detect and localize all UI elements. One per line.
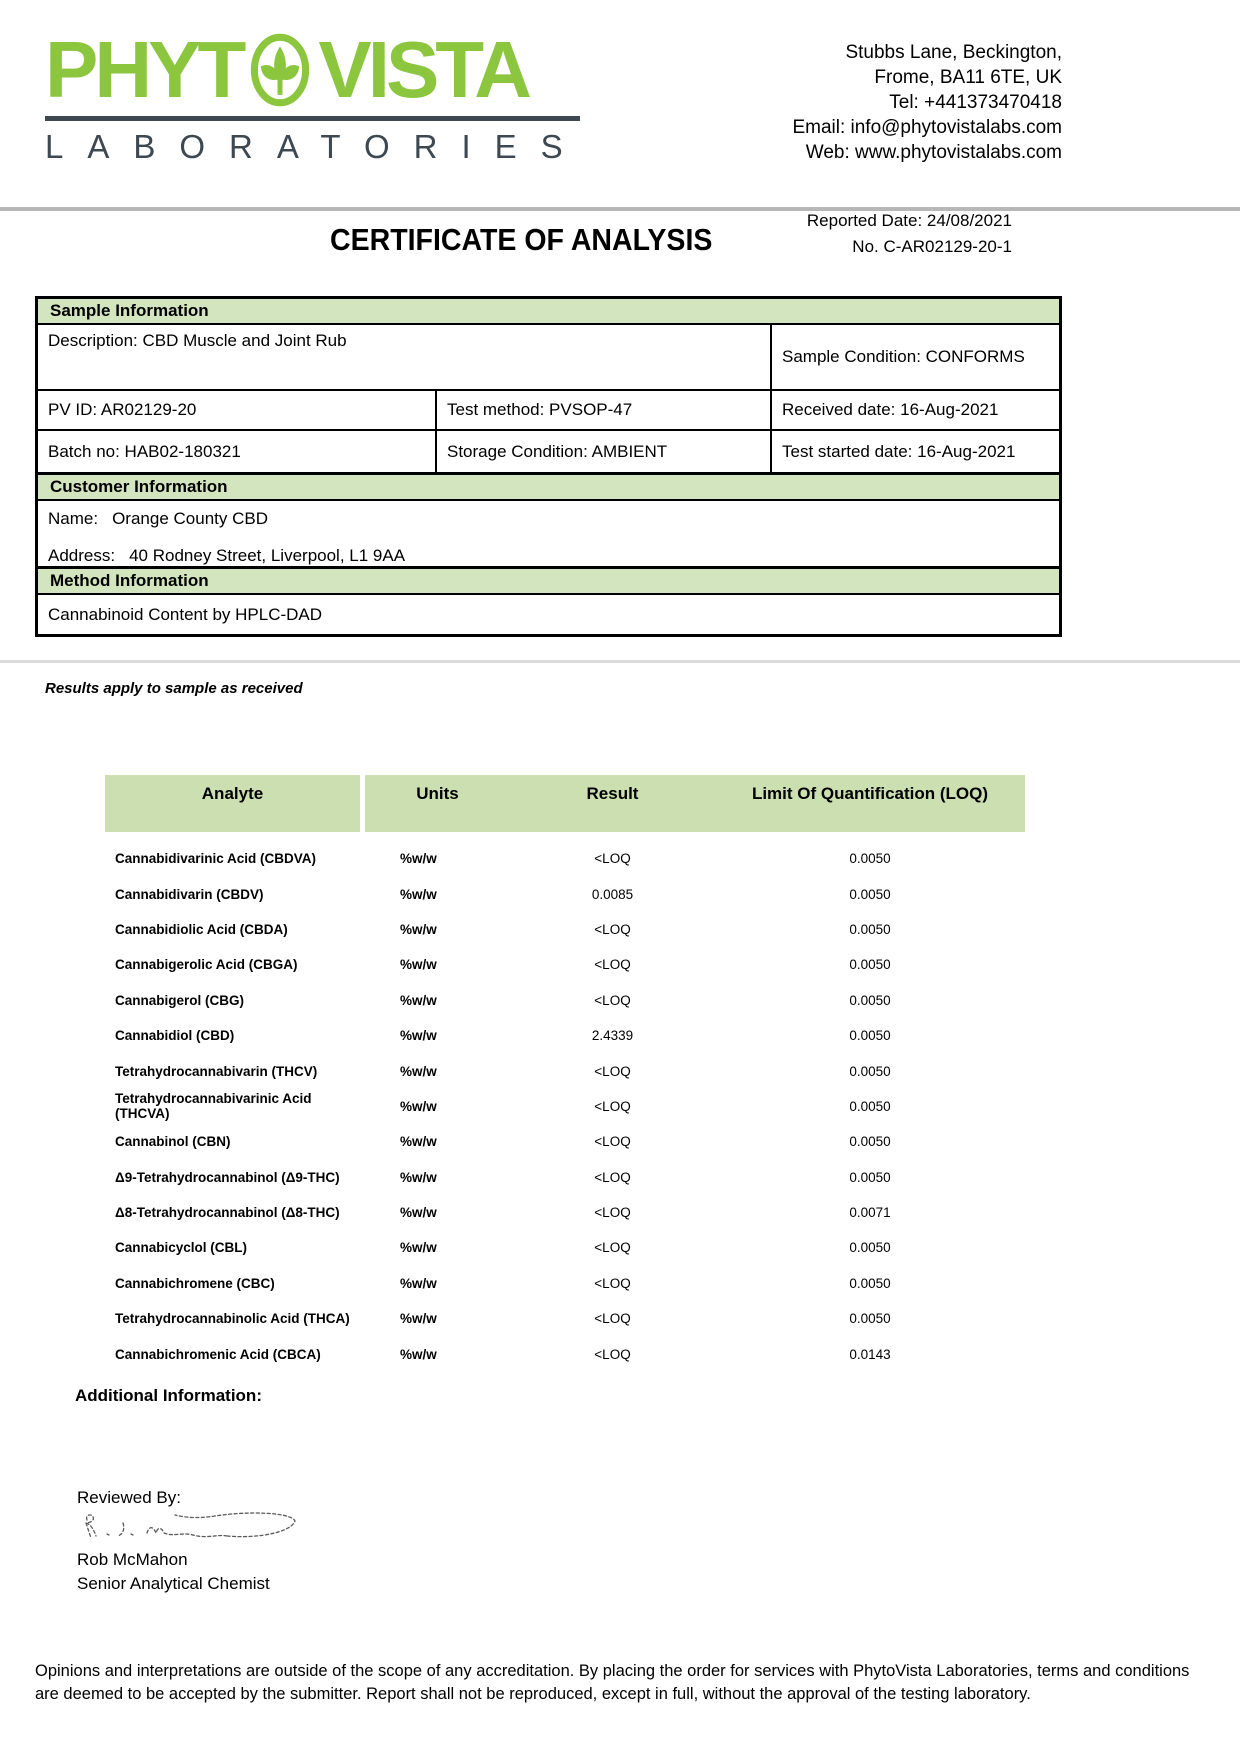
contact-address-line1: Stubbs Lane, Beckington, bbox=[845, 42, 1062, 63]
result-row bbox=[105, 1336, 1025, 1371]
customer-name-label: Name: bbox=[48, 509, 99, 528]
result-loq: 0.0071 bbox=[849, 1205, 891, 1221]
result-analyte: Cannabigerolic Acid (CBGA) bbox=[115, 957, 298, 973]
header-divider bbox=[0, 207, 1240, 211]
contact-web: Web: www.phytovistalabs.com bbox=[805, 142, 1062, 163]
result-analyte: Cannabigerol (CBG) bbox=[115, 992, 245, 1008]
sample-description: Description: CBD Muscle and Joint Rub bbox=[38, 325, 772, 389]
result-row bbox=[105, 841, 1025, 876]
result-row bbox=[105, 876, 1025, 911]
result-loq: 0.0050 bbox=[849, 992, 891, 1008]
result-row bbox=[105, 1230, 1025, 1265]
result-analyte: Cannabidiolic Acid (CBDA) bbox=[115, 921, 288, 937]
result-units: %w/w bbox=[400, 1134, 437, 1150]
result-units: %w/w bbox=[400, 1063, 437, 1079]
reviewer-signature-icon bbox=[77, 1508, 307, 1553]
info-tables bbox=[35, 296, 1062, 637]
customer-name: Orange County CBD bbox=[112, 509, 268, 528]
result-units: %w/w bbox=[400, 1098, 437, 1114]
column-header-result: Result bbox=[586, 784, 639, 803]
contact-email: Email: info@phytovistalabs.com bbox=[792, 117, 1062, 138]
result-analyte: Tetrahydrocannabivarin (THCV) bbox=[115, 1063, 318, 1079]
pv-id: PV ID: AR02129-20 bbox=[38, 391, 437, 429]
result-result: <LOQ bbox=[594, 851, 631, 867]
logo-subtitle: LABORATORIES bbox=[45, 128, 587, 165]
result-loq: 0.0050 bbox=[849, 1063, 891, 1079]
result-row bbox=[105, 912, 1025, 947]
result-units: %w/w bbox=[400, 921, 437, 937]
result-loq: 0.0050 bbox=[849, 1311, 891, 1327]
result-row bbox=[105, 1160, 1025, 1195]
result-result: <LOQ bbox=[594, 1311, 631, 1327]
result-result: <LOQ bbox=[594, 1346, 631, 1362]
result-analyte: Δ9-Tetrahydrocannabinol (Δ9-THC) bbox=[115, 1169, 340, 1185]
results-table-header bbox=[105, 775, 1025, 832]
result-row bbox=[105, 983, 1025, 1018]
result-analyte: Cannabinol (CBN) bbox=[115, 1134, 231, 1150]
result-row bbox=[105, 1266, 1025, 1301]
result-result: <LOQ bbox=[594, 957, 631, 973]
result-loq: 0.0050 bbox=[849, 851, 891, 867]
result-row bbox=[105, 1053, 1025, 1088]
result-units: %w/w bbox=[400, 1240, 437, 1256]
result-loq: 0.0050 bbox=[849, 921, 891, 937]
result-units: %w/w bbox=[400, 1311, 437, 1327]
logo-text-left: PHYT bbox=[45, 25, 243, 114]
reviewer-title: Senior Analytical Chemist bbox=[77, 1574, 270, 1593]
received-date: Received date: 16-Aug-2021 bbox=[782, 400, 999, 419]
customer-information-box bbox=[38, 501, 1059, 569]
logo-text-right: VISTA bbox=[318, 25, 529, 114]
result-result: <LOQ bbox=[594, 1275, 631, 1291]
logo-divider bbox=[45, 116, 580, 121]
reported-date: Reported Date: 24/08/2021 bbox=[806, 211, 1012, 230]
result-result: <LOQ bbox=[594, 1240, 631, 1256]
result-analyte: Cannabichromenic Acid (CBCA) bbox=[115, 1346, 321, 1362]
result-result: <LOQ bbox=[594, 1098, 631, 1114]
sample-description-row bbox=[38, 325, 1059, 391]
additional-information-label: Additional Information: bbox=[75, 1386, 262, 1405]
result-result: <LOQ bbox=[594, 1205, 631, 1221]
results-note: Results apply to sample as received bbox=[45, 680, 303, 697]
document-title: CERTIFICATE OF ANALYSIS bbox=[330, 222, 713, 257]
contact-address-line2: Frome, BA11 6TE, UK bbox=[874, 67, 1062, 88]
result-loq: 0.0050 bbox=[849, 1169, 891, 1185]
column-header-units: Units bbox=[416, 784, 459, 803]
result-result: <LOQ bbox=[594, 1134, 631, 1150]
result-result: <LOQ bbox=[594, 921, 631, 937]
column-header-analyte: Analyte bbox=[105, 775, 360, 832]
result-analyte: Cannabidivarin (CBDV) bbox=[115, 886, 264, 902]
result-units: %w/w bbox=[400, 1169, 437, 1185]
result-loq: 0.0050 bbox=[849, 1028, 891, 1044]
customer-information-header: Customer Information bbox=[38, 475, 1059, 501]
result-result: <LOQ bbox=[594, 1063, 631, 1079]
test-method: Test method: PVSOP-47 bbox=[437, 391, 772, 429]
lotus-leaf-icon bbox=[248, 28, 312, 112]
sample-condition: Sample Condition: CONFORMS bbox=[782, 347, 1025, 366]
lab-contact-block bbox=[792, 40, 1062, 165]
result-loq: 0.0050 bbox=[849, 1134, 891, 1150]
result-units: %w/w bbox=[400, 992, 437, 1008]
sample-information-header: Sample Information bbox=[38, 299, 1059, 325]
result-units: %w/w bbox=[400, 1028, 437, 1044]
result-loq: 0.0050 bbox=[849, 957, 891, 973]
result-analyte: Cannabicyclol (CBL) bbox=[115, 1240, 248, 1256]
results-rows bbox=[105, 841, 1025, 1372]
result-loq: 0.0143 bbox=[849, 1346, 891, 1362]
result-row bbox=[105, 1301, 1025, 1336]
result-units: %w/w bbox=[400, 1205, 437, 1221]
customer-address: 40 Rodney Street, Liverpool, L1 9AA bbox=[129, 546, 406, 565]
result-loq: 0.0050 bbox=[849, 1275, 891, 1291]
result-result: 0.0085 bbox=[591, 886, 634, 902]
result-analyte: Tetrahydrocannabinolic Acid (THCA) bbox=[115, 1311, 350, 1327]
result-loq: 0.0050 bbox=[849, 1240, 891, 1256]
reviewer-name: Rob McMahon bbox=[77, 1550, 188, 1569]
result-units: %w/w bbox=[400, 886, 437, 902]
phytovista-logo bbox=[45, 25, 587, 166]
contact-phone: Tel: +441373470418 bbox=[889, 92, 1062, 113]
test-started-date: Test started date: 16-Aug-2021 bbox=[782, 441, 1016, 461]
result-units: %w/w bbox=[400, 1275, 437, 1291]
sample-batch-row bbox=[38, 431, 1059, 475]
result-analyte: Cannabidivarinic Acid (CBDVA) bbox=[115, 851, 317, 867]
result-analyte: Tetrahydrocannabivarinic Acid (THCVA) bbox=[115, 1091, 312, 1122]
reviewed-by-label: Reviewed By: bbox=[77, 1488, 181, 1507]
result-units: %w/w bbox=[400, 1346, 437, 1362]
batch-no: Batch no: HAB02-180321 bbox=[38, 431, 437, 472]
result-result: <LOQ bbox=[594, 992, 631, 1008]
result-units: %w/w bbox=[400, 851, 437, 867]
method-name: Cannabinoid Content by HPLC-DAD bbox=[48, 604, 323, 624]
sample-ids-row bbox=[38, 391, 1059, 431]
storage-condition: Storage Condition: AMBIENT bbox=[437, 431, 772, 472]
results-table bbox=[105, 775, 1025, 1372]
report-number: No. C-AR02129-20-1 bbox=[852, 237, 1012, 256]
result-row bbox=[105, 1124, 1025, 1159]
customer-address-label: Address: bbox=[48, 546, 116, 565]
result-analyte: Δ8-Tetrahydrocannabinol (Δ8-THC) bbox=[115, 1205, 340, 1221]
result-row bbox=[105, 1195, 1025, 1230]
disclaimer-text: Opinions and interpretations are outside of the scope of any accreditation. By placing the order for services with PhytoVista Laboratories, terms and conditions are deemed to be accepted by the submitter. Report shall not be reproduced, except in full, without the approval of the testing laboratory. bbox=[35, 1662, 1190, 1703]
section-divider bbox=[0, 660, 1240, 663]
result-analyte: Cannabidiol (CBD) bbox=[115, 1028, 235, 1044]
result-result: 2.4339 bbox=[591, 1028, 634, 1044]
result-row bbox=[105, 1089, 1025, 1124]
result-analyte: Cannabichromene (CBC) bbox=[115, 1275, 275, 1291]
result-loq: 0.0050 bbox=[849, 886, 891, 902]
method-information-header: Method Information bbox=[38, 569, 1059, 595]
result-row bbox=[105, 947, 1025, 982]
column-header-loq: Limit Of Quantification (LOQ) bbox=[751, 784, 989, 803]
result-units: %w/w bbox=[400, 957, 437, 973]
result-loq: 0.0050 bbox=[849, 1098, 891, 1114]
result-row bbox=[105, 1018, 1025, 1053]
result-result: <LOQ bbox=[594, 1169, 631, 1185]
